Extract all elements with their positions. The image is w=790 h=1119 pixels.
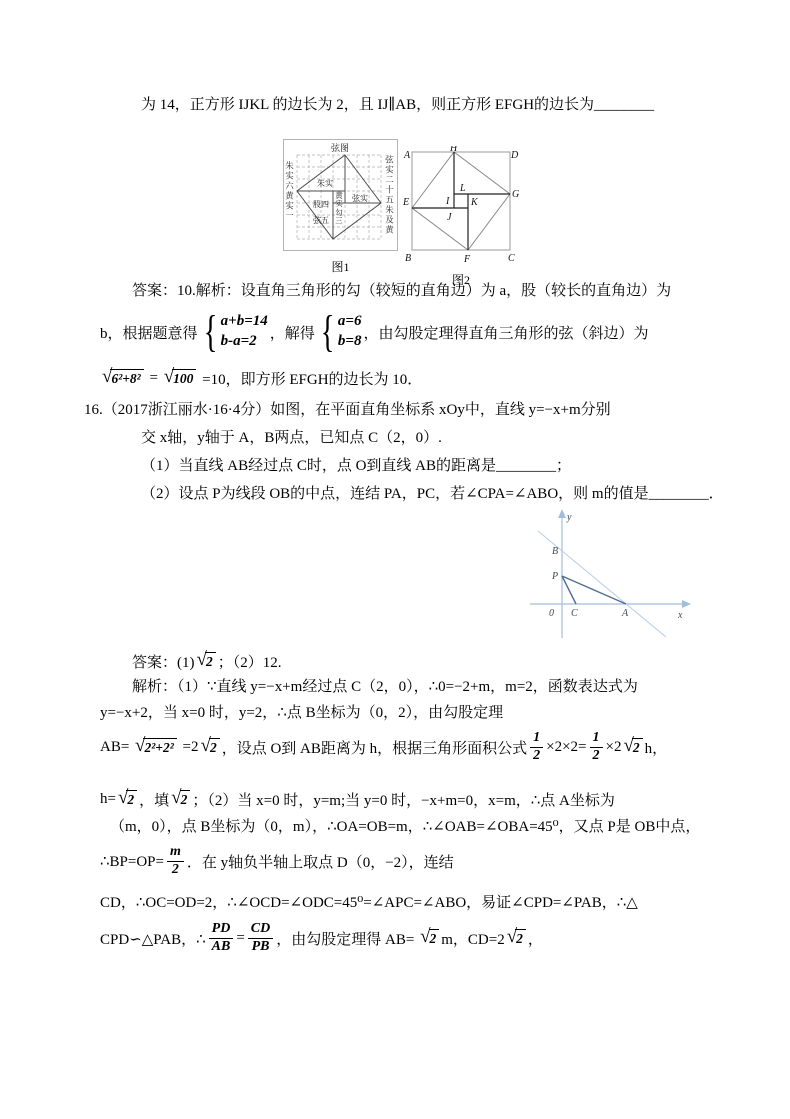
radicand: 2 xyxy=(429,929,440,947)
radicand: 100 xyxy=(172,369,196,387)
denominator: 2 xyxy=(171,861,179,877)
radical-2 xyxy=(163,365,197,388)
denominator: 2 xyxy=(533,747,541,763)
ans2-l5c: ；（2）当 x=0 时，y=m;当 y=0 时，−x+m=0，x=m，∴点 A坐标为 xyxy=(192,792,615,809)
radicand: 2 xyxy=(515,929,526,947)
radical-sign-icon: √ xyxy=(196,648,207,670)
ans1-l3b: =10，即方形 EFGH的边长为 10． xyxy=(198,371,423,388)
label-san: 三 xyxy=(335,216,343,225)
ans2-line-3: y=−x+2，当 x=0 时，y=2，∴点 B坐标为（0，2），由勾股定理 xyxy=(100,705,504,721)
q16-line-1: 16.（2017浙江丽水·16·4分）如图，在平面直角坐标系 xOy中，直线 y=−x+m分别 xyxy=(84,402,611,418)
radical-sign-icon: √ xyxy=(506,925,518,947)
outer-square xyxy=(412,152,510,250)
ans2-l5b: ，填 xyxy=(139,792,170,809)
ans2-l1b: ；（2）12. xyxy=(217,654,282,671)
fraction-m-over-2 xyxy=(167,844,184,877)
ans2-line-1 xyxy=(132,648,281,674)
radical-7 xyxy=(171,786,190,809)
ans2-l7a: ∴BP=OP= xyxy=(100,853,164,870)
square-diagram xyxy=(402,146,520,264)
ans2-l4e: ×2 xyxy=(605,738,622,755)
ans2-l4f: h， xyxy=(644,740,668,757)
sys2-row1: a=6 xyxy=(337,313,362,330)
ans2-line-9 xyxy=(100,916,543,960)
point-J: J xyxy=(447,212,452,223)
equals: = xyxy=(145,369,162,386)
x-axis-label: x xyxy=(678,610,683,621)
ans2-line-8: CD，∴OC=OD=2，∴∠OCD=∠ODC=45⁰=∠APC=∠ABO，易证∠CPD=∠PAB，∴△ xyxy=(100,895,638,911)
ans2-line-2: 解析：（1）∵直线 y=−x+m经过点 C（2，0），∴0=−2+m，m=2，函数表达式为 xyxy=(132,679,638,695)
radical-6 xyxy=(117,786,137,809)
radical-8 xyxy=(420,925,439,948)
point-H: H xyxy=(450,146,458,154)
numerator: 1 xyxy=(530,730,543,747)
label-xianshi: 弦实 xyxy=(352,194,368,203)
radicand: 2²+2² xyxy=(143,738,176,756)
point-E: E xyxy=(403,197,410,208)
graph-labels xyxy=(549,512,683,621)
ans2-l7b: ．在 y轴负半轴上取点 D（0，−2），连结 xyxy=(186,854,454,871)
numerator: 1 xyxy=(590,730,603,747)
label-zhushi: 朱实 xyxy=(317,179,333,188)
point-A-label: A xyxy=(622,608,629,619)
radical-sqrt2 xyxy=(196,648,216,671)
q16-line-4: （2）设点 P为线段 OB的中点，连结 PA，PC，若∠CPA=∠ABO，则 m的值是________． xyxy=(141,486,724,502)
radical-sign-icon: √ xyxy=(420,925,431,947)
equation-system-1 xyxy=(200,307,268,357)
ans1-l2c: ，由勾股定理得直角三角形的弦（斜边）为 xyxy=(363,325,649,342)
brace-icon: { xyxy=(320,307,335,357)
denominator: PB xyxy=(251,938,270,954)
figure-1 xyxy=(283,139,398,275)
fig1-right-caption: 弦实二十五朱及黄 xyxy=(384,155,395,235)
sys1-row1: a+b=14 xyxy=(220,313,268,330)
ans2-line-5 xyxy=(100,786,615,812)
ans2-l4d: ×2×2= xyxy=(546,738,587,755)
point-F: F xyxy=(464,254,471,264)
ans2-line-6: （m，0），点 B坐标为（0，m），∴OA=OB=m，∴∠OAB=∠OBA=45⁰，又点 P是 OB中点， xyxy=(110,819,701,835)
point-B-label: B xyxy=(552,546,559,557)
graph-svg xyxy=(492,506,692,646)
radical-5 xyxy=(623,734,642,757)
point-C: C xyxy=(508,253,515,264)
figure-2 xyxy=(402,146,520,288)
radical-sign-icon: √ xyxy=(117,786,129,808)
triangle-PCA xyxy=(562,576,626,604)
ans1-line-2 xyxy=(100,303,648,361)
numerator: CD xyxy=(248,921,273,938)
radical-sign-icon: √ xyxy=(200,734,211,756)
y-axis-label: y xyxy=(567,512,572,523)
ans2-l9d: m，CD=2 xyxy=(441,931,505,948)
x-axis-arrow-icon xyxy=(682,600,691,608)
coordinate-graph xyxy=(492,506,692,651)
radical-4 xyxy=(200,734,220,757)
radical-sign-icon: √ xyxy=(102,365,113,387)
fig2-caption: 图2 xyxy=(451,273,470,287)
denominator: 2 xyxy=(592,747,600,763)
radical-1 xyxy=(102,365,144,388)
q16-line-2: 交 x轴，y轴于 A，B两点，已知点 C（2，0）. xyxy=(141,430,442,446)
ans2-l4c: ，设点 O到 AB距离为 h，根据三角形面积公式 xyxy=(221,740,528,757)
fraction-CD-PB xyxy=(248,921,273,954)
radical-sign-icon: √ xyxy=(163,365,175,387)
sys1-row2: b-a=2 xyxy=(220,333,257,350)
radical-3 xyxy=(135,734,177,757)
radicand: 2 xyxy=(180,790,191,808)
point-I: I xyxy=(446,196,450,207)
ans2-l5a: h= xyxy=(100,790,116,807)
q16-line-3: （1）当直线 AB经过点 C时，点 O到直线 AB的距离是________； xyxy=(141,458,572,474)
square-EFGH xyxy=(412,152,510,250)
fraction-half-1 xyxy=(530,730,543,763)
radical-sign-icon: √ xyxy=(171,786,182,808)
point-K: K xyxy=(471,197,478,208)
intro-line: 为 14，正方形 IJKL 的边长为 2，且 IJ∥AB，则正方形 EFGH的边长为________ xyxy=(141,97,655,113)
ans2-line-7 xyxy=(100,840,454,882)
radical-sign-icon: √ xyxy=(623,734,634,756)
label-shi: 实 xyxy=(335,199,343,208)
radical-sign-icon: √ xyxy=(135,734,146,756)
point-D: D xyxy=(511,150,519,161)
origin-label: 0 xyxy=(549,608,554,619)
inner-legs xyxy=(412,152,510,250)
ans1-line-1: 答案：10.解析：设直角三角形的勾（较短的直角边）为 a，股（较长的直角边）为 xyxy=(132,283,672,299)
label-gusi: 股四 xyxy=(313,200,329,209)
point-C-label: C xyxy=(571,608,578,619)
xian-tu-diagram xyxy=(283,139,398,251)
point-B: B xyxy=(405,253,412,264)
point-L: L xyxy=(460,183,466,194)
ans2-l4b: =2 xyxy=(178,738,199,755)
fig1-title: 弦图 xyxy=(330,143,350,153)
ans2-l9b: = xyxy=(236,929,245,946)
label-huang: 黄 xyxy=(335,191,343,200)
fig1-inner-labels xyxy=(313,178,368,225)
fraction-half-2 xyxy=(590,730,603,763)
ans2-l9a: CPD∽△PAB，∴ xyxy=(100,931,206,948)
fig1-left-caption: 朱实六黄实一 xyxy=(284,161,295,221)
equation-system-2 xyxy=(317,307,362,357)
radicand: 2 xyxy=(632,738,643,756)
point-A: A xyxy=(404,150,411,161)
brace-icon: { xyxy=(203,307,217,357)
label-gou: 勾 xyxy=(335,208,343,217)
label-xianwu: 弦五 xyxy=(313,216,329,225)
y-axis-arrow-icon xyxy=(558,509,566,518)
numerator: PD xyxy=(209,921,234,938)
fraction-PD-AB xyxy=(209,921,234,954)
ans1-l2a: b，根据题意得 xyxy=(100,325,198,342)
radicand: 2 xyxy=(126,790,137,808)
ans2-l4a: AB= xyxy=(100,738,134,755)
ans1-line-3 xyxy=(100,364,422,392)
fig1-caption: 图1 xyxy=(331,260,350,274)
radicand: 6²+8² xyxy=(110,369,143,387)
point-P-label: P xyxy=(552,571,559,582)
ans2-line-4 xyxy=(100,726,667,768)
numerator: m xyxy=(167,844,184,861)
ans2-l9c: ，由勾股定理得 AB= xyxy=(276,931,419,948)
ans1-l2b: ，解得 xyxy=(269,325,315,342)
radicand: 2 xyxy=(209,738,220,756)
sys2-row2: b=8 xyxy=(337,333,362,350)
ans2-l1a: 答案：(1) xyxy=(132,654,195,671)
radicand: 2 xyxy=(205,652,216,670)
point-G: G xyxy=(512,189,520,200)
radical-9 xyxy=(506,925,526,948)
denominator: AB xyxy=(211,938,231,954)
ans2-l9e: ， xyxy=(527,931,543,948)
